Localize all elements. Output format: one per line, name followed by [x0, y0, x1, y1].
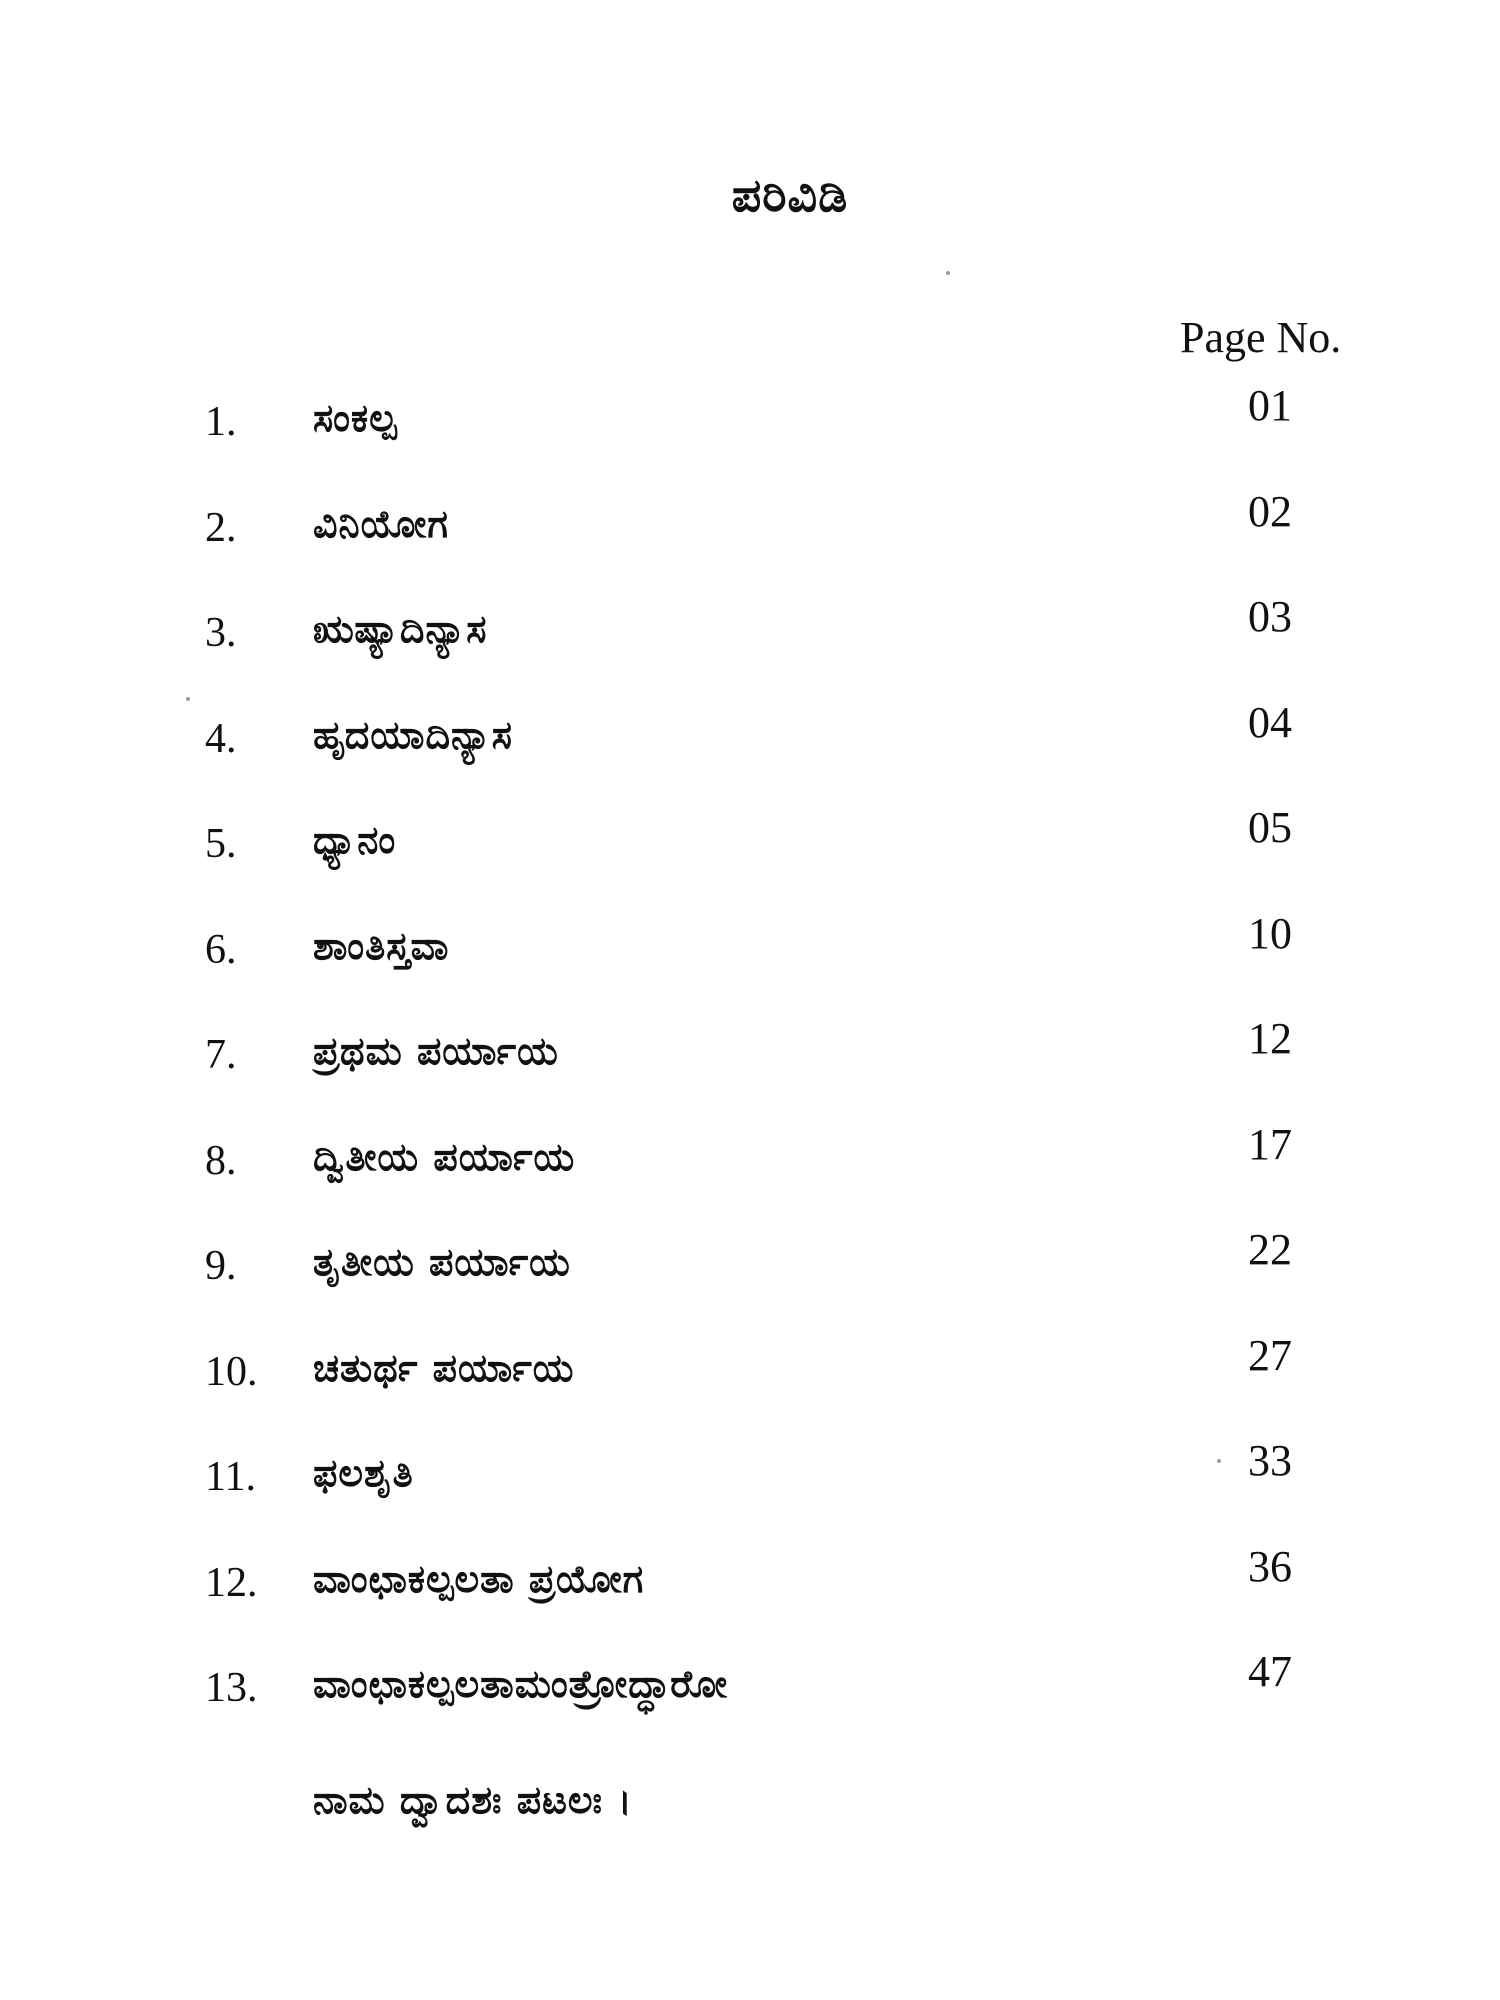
entry-title: ಪ್ರಥಮ ಪರ್ಯಾಯ [313, 1029, 559, 1073]
entry-page: 05 [1248, 803, 1292, 852]
toc-entry [0, 486, 1500, 602]
entry-page: 33 [1248, 1436, 1292, 1485]
toc-entry [0, 1330, 1500, 1446]
entry-number: 1. [205, 399, 237, 445]
toc-entry [0, 1647, 1500, 1762]
entry-page: 27 [1248, 1330, 1292, 1380]
entry-page: 47 [1248, 1647, 1292, 1696]
entry-title: ಧ್ಯಾನಂ [313, 818, 397, 862]
entry-number: 4. [205, 715, 237, 762]
entry-title: ತೃತೀಯ ಪರ್ಯಾಯ [313, 1240, 571, 1284]
entry-page: 12 [1248, 1014, 1292, 1063]
entry-number: 11. [205, 1454, 256, 1500]
entry-number: 5. [205, 821, 237, 867]
entry-page: 02 [1248, 486, 1292, 536]
entry-title: ಶಾಂತಿಸ್ತವಾ [313, 923, 450, 968]
page-no-header: Page No. [1180, 313, 1342, 362]
entry-title: ವಾಂಛಾಕಲ್ಪಲತಾ ಪ್ರಯೋಗ [313, 1556, 645, 1601]
entry-number: 2. [205, 504, 237, 551]
entry-page: 03 [1248, 592, 1292, 641]
entry-number: 3. [205, 610, 237, 656]
entry-number: 7. [205, 1032, 237, 1078]
entry-title: ಸಂಕಲ್ಪ [313, 396, 398, 440]
toc-entry [0, 592, 1500, 707]
toc-entry [0, 697, 1500, 813]
entry-page: 36 [1248, 1541, 1292, 1591]
entry-title: ವಿನಿಯೋಗ [313, 501, 449, 546]
entry-number: 8. [205, 1137, 237, 1184]
toc-entry [0, 1436, 1500, 1551]
toc-entry [0, 803, 1500, 918]
entry-number: 10. [205, 1348, 258, 1395]
entry-page: 22 [1248, 1225, 1292, 1274]
toc-entry [0, 381, 1500, 496]
toc-entry [0, 1119, 1500, 1235]
toc-entry [0, 1225, 1500, 1340]
page-title: ಪರಿವಿಡಿ [731, 168, 849, 222]
entry-title: ದ್ವಿತೀಯ ಪರ್ಯಾಯ [313, 1134, 576, 1179]
toc-entry [0, 908, 1500, 1024]
entry-number: 6. [205, 926, 237, 973]
print-speck [186, 697, 190, 701]
closing-line: ನಾಮ ದ್ವಾದಶಃ ಪಟಲಃ । [313, 1778, 633, 1822]
toc-entry [0, 1014, 1500, 1129]
table-of-contents [0, 381, 1500, 1762]
entry-title: ಋಷ್ಯಾದಿನ್ಯಾಸ [313, 607, 488, 651]
entry-title: ಚತುರ್ಥ ಪರ್ಯಾಯ [313, 1345, 575, 1390]
entry-number: 9. [205, 1243, 237, 1289]
entry-page: 17 [1248, 1119, 1292, 1169]
entry-title: ಫಲಶೃತಿ [313, 1451, 414, 1495]
print-speck [1217, 1459, 1221, 1463]
entry-number: 12. [205, 1559, 258, 1606]
entry-page: 01 [1248, 381, 1292, 430]
toc-entry [0, 1541, 1500, 1657]
entry-title: ಹೃದಯಾದಿನ್ಯಾಸ [313, 712, 513, 757]
entry-title: ವಾಂಛಾಕಲ್ಪಲತಾಮಂತ್ರೋದ್ಧಾರೋ [313, 1662, 729, 1706]
entry-page: 04 [1248, 697, 1292, 747]
entry-number: 13. [205, 1665, 258, 1711]
entry-page: 10 [1248, 908, 1292, 958]
print-speck [946, 271, 950, 275]
